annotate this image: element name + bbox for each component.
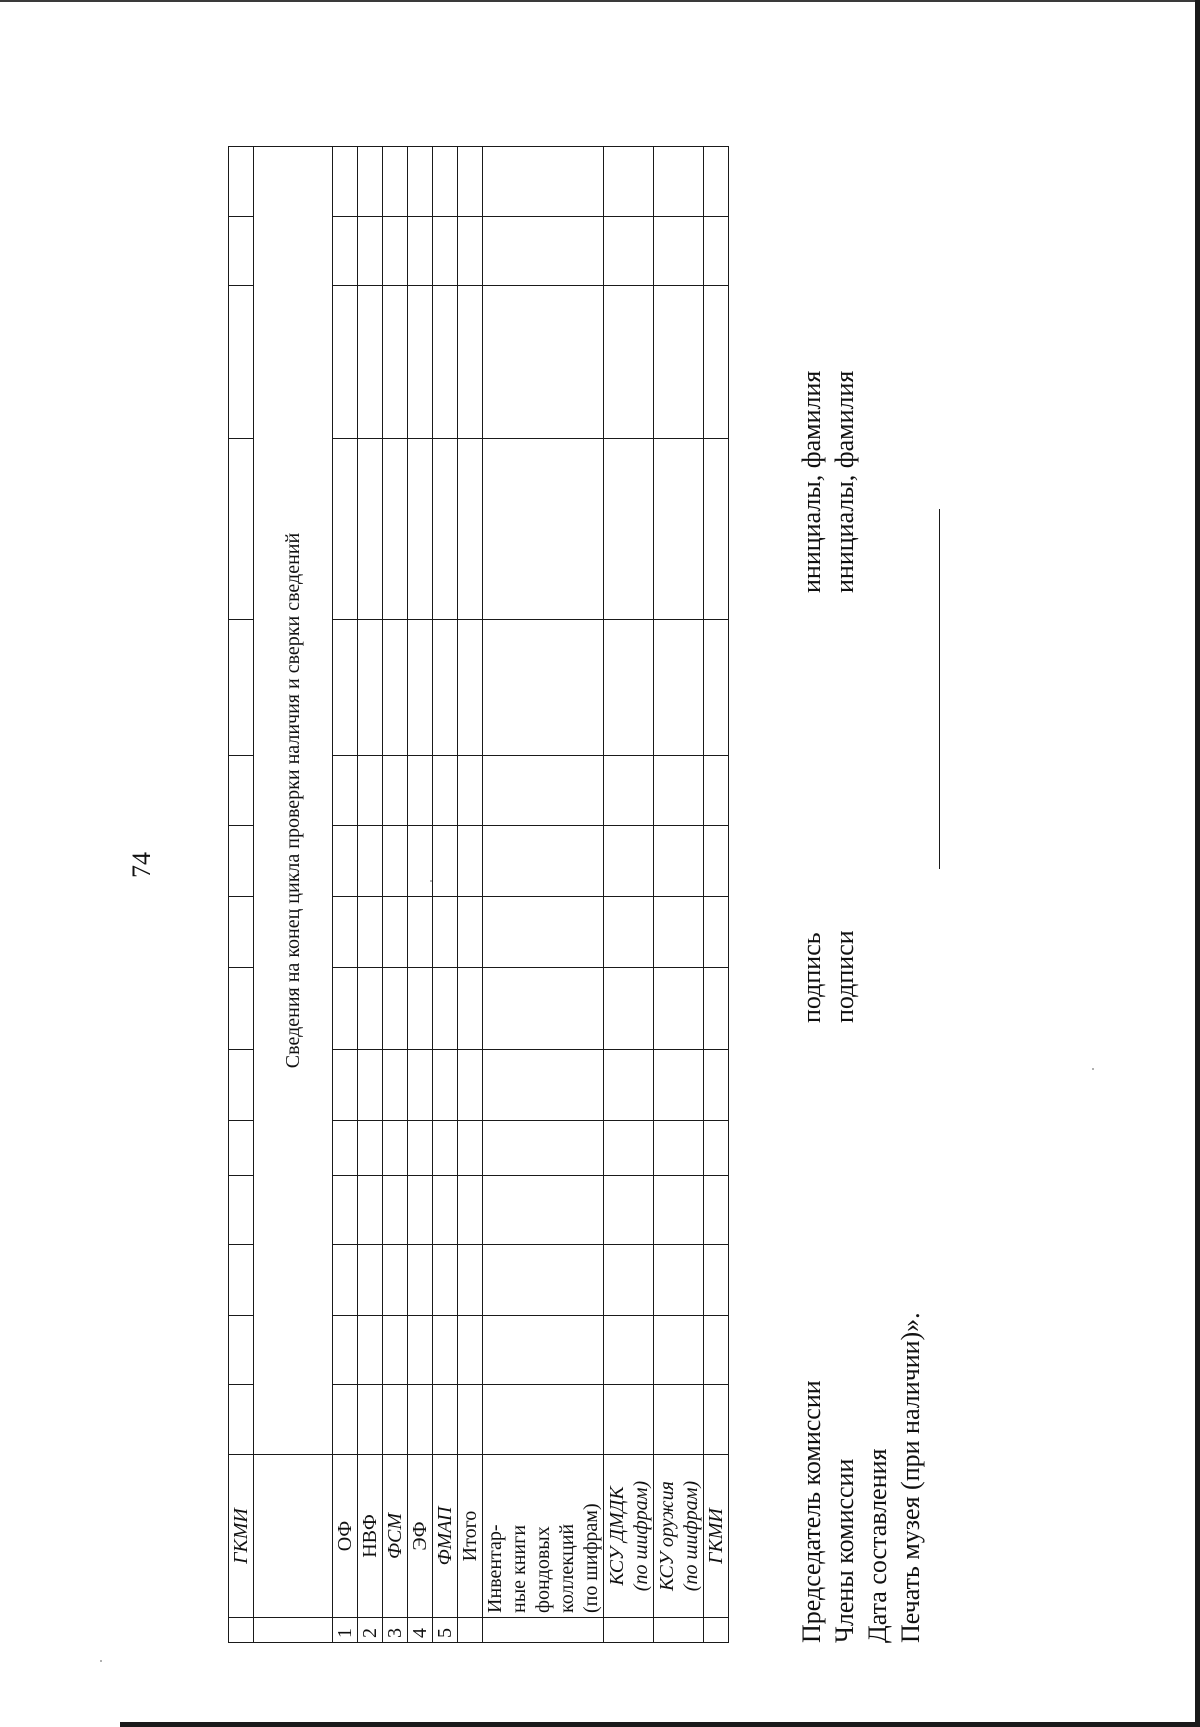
table-cell: [229, 286, 254, 439]
table-cell: [229, 826, 254, 897]
row-label: ФМАП: [433, 1455, 458, 1618]
table-row-gkmi-header: [229, 147, 254, 1643]
table-cell: [229, 147, 254, 217]
table-cell: [229, 968, 254, 1050]
scan-speck: [100, 1660, 102, 1662]
page-number-text: 74: [127, 852, 156, 878]
table-row: [383, 147, 408, 1643]
table-cell: [229, 439, 254, 620]
table-cell: [229, 1245, 254, 1316]
table-row: [408, 147, 433, 1643]
row-number: 4: [408, 1618, 433, 1643]
row-number: 3: [383, 1618, 408, 1643]
row-label: ОФ: [333, 1455, 358, 1618]
row-label-total: Итого: [458, 1455, 483, 1618]
table-cell: [229, 1176, 254, 1245]
name-caption: инициалы, фамилия: [797, 370, 826, 593]
name-caption: инициалы, фамилия: [830, 370, 859, 593]
table-row-ksu-dmdk: [604, 147, 654, 1643]
ksu-dmdk-label: КСУ ДМДК (по шифрам): [604, 1455, 654, 1618]
table-cell: [229, 1316, 254, 1385]
row-number: [458, 1618, 483, 1643]
scan-speck: [1092, 1068, 1094, 1070]
inventory-table: [228, 146, 729, 1643]
row-number: 1: [333, 1618, 358, 1643]
table-cell: [229, 217, 254, 286]
ksu-weapons-label: КСУ оружия (по шифрам): [654, 1455, 704, 1618]
table-row-ksu-weapons: [654, 147, 704, 1643]
row-number: 2: [358, 1618, 383, 1643]
table-cell: [229, 1121, 254, 1176]
signature-caption: подпись: [797, 932, 826, 1023]
date-underline: [939, 509, 940, 869]
section-title: Сведения на конец цикла проверки наличия и сверки сведений: [254, 147, 333, 1455]
table-row-title: [254, 147, 333, 1643]
chairman-label: Председатель комиссии: [797, 1380, 826, 1643]
table-cell: [229, 1618, 254, 1643]
row-label: НВФ: [358, 1455, 383, 1618]
table-cell: [229, 756, 254, 826]
inventory-books-label: Инвентар- ные книги фондовых коллекций (по шифрам): [483, 1455, 604, 1618]
table-row: [333, 147, 358, 1643]
table-cell: [229, 1050, 254, 1121]
row-label: ФСМ: [383, 1455, 408, 1618]
members-label: Члены комиссии: [830, 1458, 859, 1643]
table-cell: [229, 897, 254, 968]
table-cell: [254, 1455, 333, 1618]
date-label: Дата составления: [863, 1448, 892, 1643]
table-row: [358, 147, 383, 1643]
row-number: 5: [433, 1618, 458, 1643]
row-label: ЭФ: [408, 1455, 433, 1618]
scan-edge-bottom: [120, 1722, 1200, 1727]
signatures-caption: подписи: [830, 930, 859, 1023]
table-row-total: [458, 147, 483, 1643]
gkmi-header-label: ГКМИ: [229, 1455, 254, 1618]
table-row: [433, 147, 458, 1643]
table-row-inventory-books: [483, 147, 604, 1643]
scan-edge-right: [1195, 0, 1200, 1727]
seal-label: Печать музея (при наличии)».: [896, 1312, 925, 1643]
gkmi-footer-label: ГКМИ: [704, 1455, 729, 1618]
scan-edge-top: [0, 0, 1200, 2]
rotated-table-block: [228, 146, 729, 1643]
table-row-gkmi-footer: [704, 147, 729, 1643]
signature-block: [795, 370, 925, 1643]
table-cell: [254, 1618, 333, 1643]
table-cell: [229, 620, 254, 756]
table-cell: [229, 1385, 254, 1455]
